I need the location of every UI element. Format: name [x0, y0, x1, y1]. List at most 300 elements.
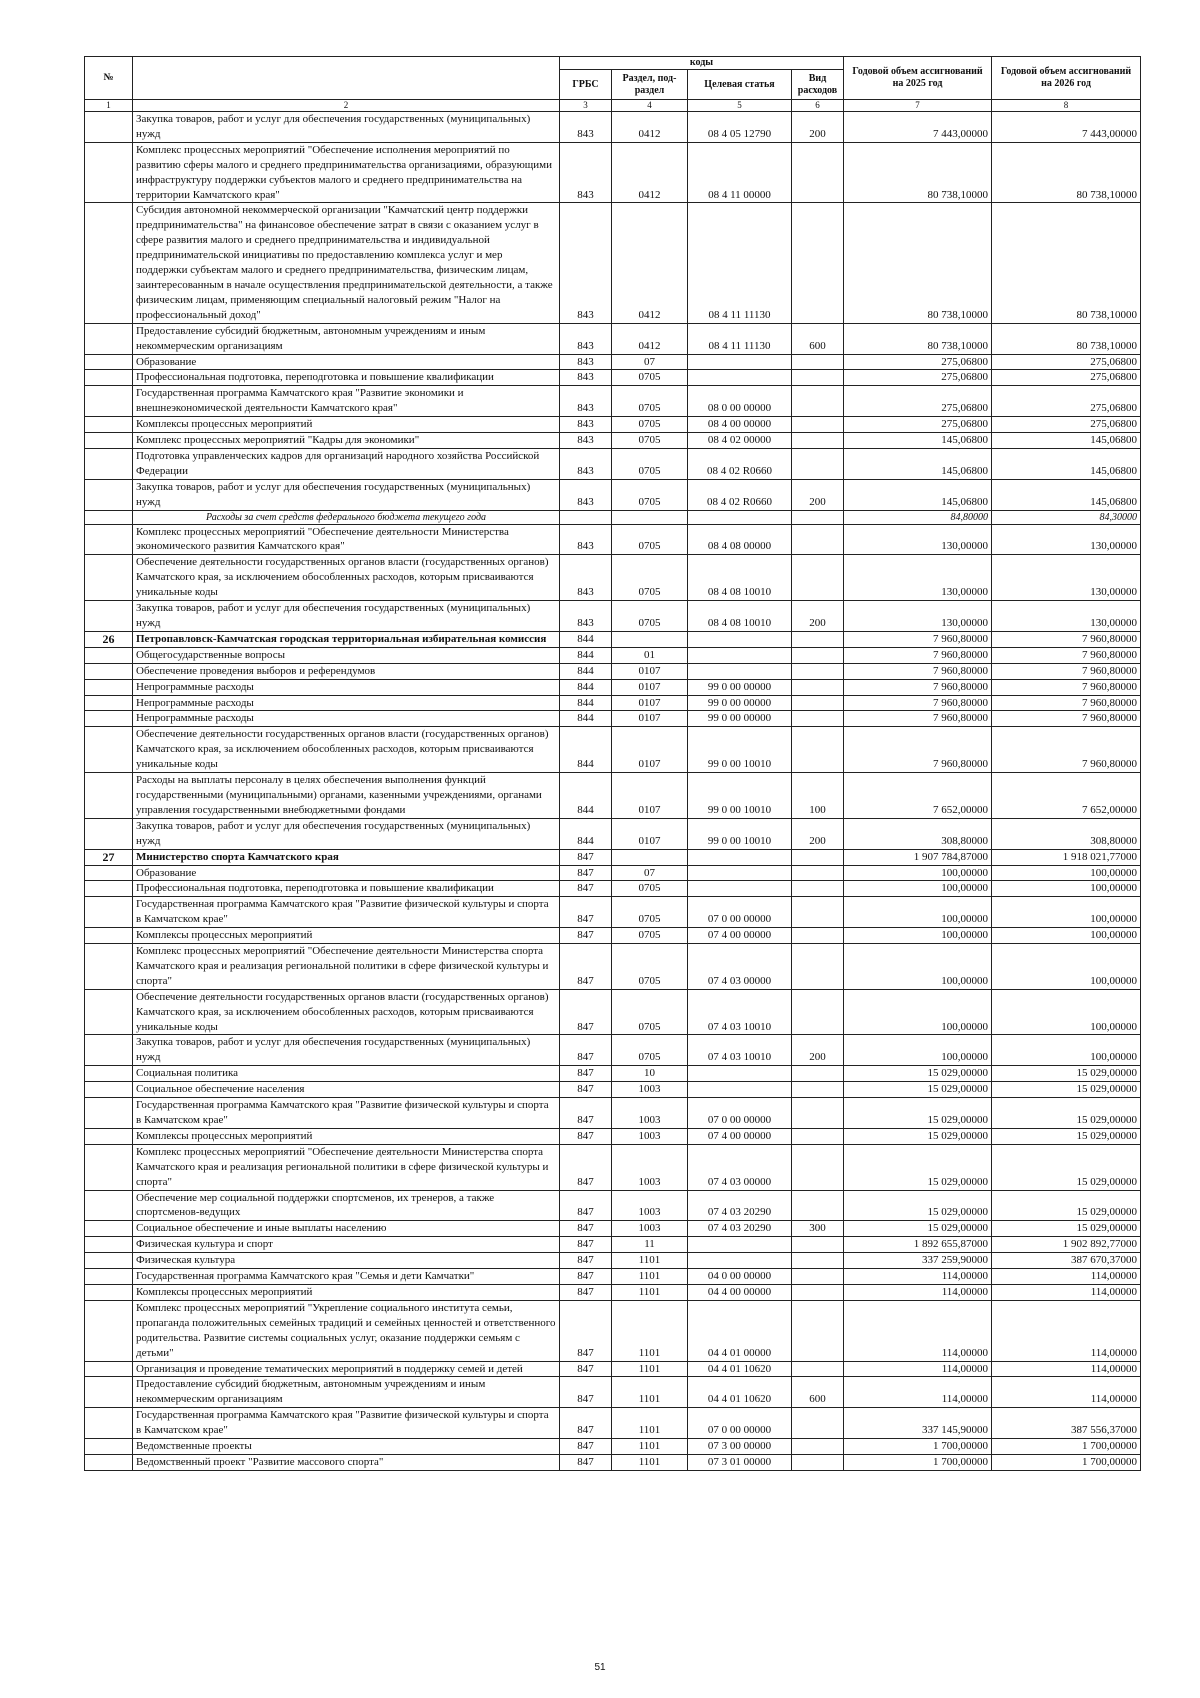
row-name: Закупка товаров, работ и услуг для обеспечения государственных (муниципальных) нужд [133, 601, 560, 632]
row-expense-type [792, 1253, 844, 1269]
row-num [85, 433, 133, 449]
row-amount-2026: 80 738,10000 [992, 142, 1141, 203]
row-grbs: 847 [560, 928, 612, 944]
row-grbs: 843 [560, 433, 612, 449]
row-name: Комплекс процессных мероприятий "Кадры для экономики" [133, 433, 560, 449]
row-num [85, 695, 133, 711]
row-amount-2025: 7 960,80000 [844, 647, 992, 663]
row-num [85, 1439, 133, 1455]
row-name: Государственная программа Камчатского края "Развитие физической культуры и спорта в Камчатском крае" [133, 897, 560, 928]
row-name: Физическая культура [133, 1253, 560, 1269]
row-num [85, 1035, 133, 1066]
row-razdel: 10 [612, 1066, 688, 1082]
row-amount-2026: 7 443,00000 [992, 112, 1141, 143]
page-number: 51 [594, 1662, 606, 1673]
row-amount-2025: 145,06800 [844, 479, 992, 510]
row-amount-2026: 15 029,00000 [992, 1128, 1141, 1144]
table-row [85, 647, 1141, 663]
row-amount-2025: 130,00000 [844, 524, 992, 555]
row-amount-2026: 100,00000 [992, 865, 1141, 881]
row-amount-2026: 114,00000 [992, 1300, 1141, 1361]
header-razdel: Раздел, под-раздел [612, 70, 688, 100]
row-amount-2025: 7 960,80000 [844, 631, 992, 647]
row-num [85, 989, 133, 1035]
row-name: Ведомственный проект "Развитие массового спорта" [133, 1454, 560, 1470]
row-razdel: 0705 [612, 433, 688, 449]
row-amount-2026: 100,00000 [992, 989, 1141, 1035]
row-grbs: 847 [560, 1454, 612, 1470]
row-num [85, 1377, 133, 1408]
row-amount-2025: 100,00000 [844, 865, 992, 881]
header-num: № [85, 57, 133, 100]
row-amount-2025: 114,00000 [844, 1300, 992, 1361]
table-row [85, 1361, 1141, 1377]
row-name: Государственная программа Камчатского края "Семья и дети Камчатки" [133, 1269, 560, 1285]
row-target-article: 08 4 08 10010 [688, 555, 792, 601]
row-amount-2025: 100,00000 [844, 897, 992, 928]
row-grbs: 844 [560, 663, 612, 679]
row-expense-type [792, 865, 844, 881]
table-row [85, 865, 1141, 881]
row-name: Непрограммные расходы [133, 711, 560, 727]
header-y2026: Годовой объем ассигнований на 2026 год [992, 57, 1141, 100]
row-target-article: 07 4 03 10010 [688, 1035, 792, 1066]
row-grbs: 847 [560, 989, 612, 1035]
row-num [85, 1237, 133, 1253]
row-grbs: 847 [560, 1408, 612, 1439]
row-name: Физическая культура и спорт [133, 1237, 560, 1253]
row-amount-2025: 15 029,00000 [844, 1221, 992, 1237]
row-target-article [688, 1253, 792, 1269]
row-name: Закупка товаров, работ и услуг для обеспечения государственных (муниципальных) нужд [133, 818, 560, 849]
table-row [85, 727, 1141, 773]
row-target-article: 08 4 00 00000 [688, 417, 792, 433]
table-row [85, 601, 1141, 632]
row-target-article: 08 4 11 00000 [688, 142, 792, 203]
row-razdel: 0705 [612, 897, 688, 928]
row-num [85, 1190, 133, 1221]
table-row [85, 711, 1141, 727]
row-grbs: 847 [560, 1300, 612, 1361]
row-expense-type: 200 [792, 479, 844, 510]
row-grbs: 847 [560, 1269, 612, 1285]
row-amount-2025: 114,00000 [844, 1377, 992, 1408]
row-grbs: 847 [560, 865, 612, 881]
row-amount-2026: 114,00000 [992, 1284, 1141, 1300]
row-target-article: 08 0 00 00000 [688, 386, 792, 417]
row-target-article [688, 631, 792, 647]
row-name: Обеспечение деятельности государственных органов власти (государственных органов) Камчатского края, за исключением обособленных расходов, которым присваиваются уникальные коды [133, 727, 560, 773]
row-amount-2026: 1 700,00000 [992, 1439, 1141, 1455]
row-expense-type [792, 647, 844, 663]
row-expense-type: 200 [792, 1035, 844, 1066]
row-expense-type: 200 [792, 601, 844, 632]
row-name: Образование [133, 354, 560, 370]
row-expense-type [792, 1439, 844, 1455]
row-amount-2025: 100,00000 [844, 989, 992, 1035]
colnum-2: 2 [133, 100, 560, 112]
table-row [85, 663, 1141, 679]
row-amount-2026: 275,06800 [992, 386, 1141, 417]
row-num [85, 555, 133, 601]
row-name: Петропавловск-Камчатская городская территориальная избирательная комиссия [133, 631, 560, 647]
row-target-article [688, 881, 792, 897]
row-grbs: 843 [560, 524, 612, 555]
row-amount-2025: 114,00000 [844, 1284, 992, 1300]
row-amount-2025: 80 738,10000 [844, 142, 992, 203]
row-expense-type: 600 [792, 323, 844, 354]
table-row [85, 112, 1141, 143]
row-expense-type [792, 555, 844, 601]
row-num [85, 1284, 133, 1300]
row-amount-2026: 275,06800 [992, 370, 1141, 386]
row-amount-2025: 114,00000 [844, 1269, 992, 1285]
row-expense-type [792, 679, 844, 695]
table-row [85, 1408, 1141, 1439]
row-expense-type [792, 1284, 844, 1300]
row-grbs: 847 [560, 1377, 612, 1408]
table-row [85, 1190, 1141, 1221]
table-row [85, 897, 1141, 928]
row-num [85, 323, 133, 354]
row-num [85, 510, 133, 524]
row-target-article: 08 4 11 11130 [688, 203, 792, 323]
row-amount-2026: 84,30000 [992, 510, 1141, 524]
row-target-article: 04 4 01 00000 [688, 1300, 792, 1361]
row-target-article: 07 4 03 10010 [688, 989, 792, 1035]
row-amount-2025: 100,00000 [844, 928, 992, 944]
row-expense-type [792, 663, 844, 679]
row-amount-2025: 7 960,80000 [844, 695, 992, 711]
row-grbs: 847 [560, 1128, 612, 1144]
table-header [85, 57, 1141, 112]
row-num [85, 1300, 133, 1361]
row-expense-type [792, 1237, 844, 1253]
row-grbs: 844 [560, 773, 612, 819]
table-row [85, 1300, 1141, 1361]
row-razdel: 0705 [612, 601, 688, 632]
row-razdel: 0412 [612, 323, 688, 354]
table-row [85, 1377, 1141, 1408]
row-amount-2025: 7 443,00000 [844, 112, 992, 143]
row-target-article: 04 4 01 10620 [688, 1361, 792, 1377]
row-grbs: 843 [560, 448, 612, 479]
table-row [85, 1066, 1141, 1082]
row-grbs: 844 [560, 727, 612, 773]
row-num [85, 142, 133, 203]
table-row [85, 510, 1141, 524]
row-num [85, 647, 133, 663]
row-razdel: 1101 [612, 1253, 688, 1269]
row-num [85, 354, 133, 370]
row-num [85, 1066, 133, 1082]
row-razdel: 1101 [612, 1300, 688, 1361]
row-grbs: 843 [560, 370, 612, 386]
row-amount-2026: 15 029,00000 [992, 1190, 1141, 1221]
row-num [85, 1269, 133, 1285]
row-name: Профессиональная подготовка, переподготовка и повышение квалификации [133, 370, 560, 386]
row-target-article: 07 4 00 00000 [688, 1128, 792, 1144]
row-grbs: 844 [560, 695, 612, 711]
row-name: Комплекс процессных мероприятий "Укрепление социального института семьи, пропаганда положительных семейных традиций и семейных ценностей и ответственного родительства. Развитие системы социальных услуг, оказание поддержки семьям с детьми" [133, 1300, 560, 1361]
row-expense-type: 600 [792, 1377, 844, 1408]
row-amount-2026: 130,00000 [992, 524, 1141, 555]
row-grbs [560, 510, 612, 524]
table-row [85, 1284, 1141, 1300]
row-name: Обеспечение проведения выборов и референдумов [133, 663, 560, 679]
row-amount-2025: 7 652,00000 [844, 773, 992, 819]
row-num [85, 1253, 133, 1269]
row-target-article [688, 1082, 792, 1098]
table-row [85, 386, 1141, 417]
row-amount-2026: 275,06800 [992, 417, 1141, 433]
row-name: Обеспечение деятельности государственных органов власти (государственных органов) Камчатского края, за исключением обособленных расходов, которым присваиваются уникальные коды [133, 555, 560, 601]
row-amount-2025: 130,00000 [844, 601, 992, 632]
row-num [85, 524, 133, 555]
row-num [85, 1082, 133, 1098]
row-razdel: 07 [612, 354, 688, 370]
row-grbs: 844 [560, 631, 612, 647]
column-numbers-row [85, 100, 1141, 112]
row-name: Министерство спорта Камчатского края [133, 849, 560, 865]
row-expense-type [792, 1066, 844, 1082]
table-row [85, 1269, 1141, 1285]
row-razdel: 0412 [612, 203, 688, 323]
table-row [85, 695, 1141, 711]
row-target-article: 07 4 03 00000 [688, 1144, 792, 1190]
row-amount-2025: 80 738,10000 [844, 323, 992, 354]
row-expense-type: 200 [792, 818, 844, 849]
row-num [85, 203, 133, 323]
row-name: Социальное обеспечение населения [133, 1082, 560, 1098]
row-grbs: 847 [560, 849, 612, 865]
row-expense-type [792, 897, 844, 928]
row-expense-type [792, 1300, 844, 1361]
row-expense-type [792, 370, 844, 386]
row-num [85, 601, 133, 632]
row-name: Комплекс процессных мероприятий "Обеспечение деятельности Министерства спорта Камчатского края и реализация региональной политики в сфере физической культуры и спорта" [133, 1144, 560, 1190]
row-expense-type [792, 881, 844, 897]
row-name: Закупка товаров, работ и услуг для обеспечения государственных (муниципальных) нужд [133, 479, 560, 510]
row-amount-2026: 387 670,37000 [992, 1253, 1141, 1269]
row-expense-type [792, 1128, 844, 1144]
row-expense-type [792, 433, 844, 449]
row-amount-2025: 80 738,10000 [844, 203, 992, 323]
row-amount-2025: 15 029,00000 [844, 1082, 992, 1098]
row-target-article: 08 4 08 10010 [688, 601, 792, 632]
table-row [85, 479, 1141, 510]
row-expense-type: 200 [792, 112, 844, 143]
row-razdel: 1101 [612, 1454, 688, 1470]
row-amount-2026: 114,00000 [992, 1269, 1141, 1285]
row-num [85, 1221, 133, 1237]
colnum-5: 5 [688, 100, 792, 112]
row-razdel: 0705 [612, 1035, 688, 1066]
row-grbs: 847 [560, 1237, 612, 1253]
row-num [85, 1098, 133, 1129]
table-row [85, 1128, 1141, 1144]
row-name: Государственная программа Камчатского края "Развитие физической культуры и спорта в Камчатском крае" [133, 1098, 560, 1129]
row-expense-type [792, 944, 844, 990]
row-grbs: 844 [560, 711, 612, 727]
table-row [85, 1144, 1141, 1190]
row-razdel: 07 [612, 865, 688, 881]
row-grbs: 847 [560, 1082, 612, 1098]
table-row [85, 555, 1141, 601]
row-target-article: 99 0 00 00000 [688, 695, 792, 711]
row-target-article: 04 4 00 00000 [688, 1284, 792, 1300]
table-row [85, 1098, 1141, 1129]
row-amount-2026: 100,00000 [992, 897, 1141, 928]
row-num [85, 1408, 133, 1439]
row-amount-2025: 114,00000 [844, 1361, 992, 1377]
table-row [85, 944, 1141, 990]
row-num [85, 386, 133, 417]
row-razdel [612, 631, 688, 647]
row-amount-2025: 15 029,00000 [844, 1098, 992, 1129]
row-razdel: 1101 [612, 1377, 688, 1408]
row-num [85, 944, 133, 990]
row-target-article: 07 0 00 00000 [688, 1098, 792, 1129]
row-razdel: 0705 [612, 881, 688, 897]
row-target-article: 99 0 00 00000 [688, 711, 792, 727]
row-expense-type [792, 1098, 844, 1129]
row-amount-2025: 275,06800 [844, 417, 992, 433]
budget-sheet [84, 56, 1140, 1471]
row-razdel: 0412 [612, 112, 688, 143]
row-expense-type [792, 1144, 844, 1190]
row-target-article: 07 3 01 00000 [688, 1454, 792, 1470]
row-target-article: 07 4 03 20290 [688, 1221, 792, 1237]
row-grbs: 847 [560, 944, 612, 990]
table-row [85, 989, 1141, 1035]
row-num [85, 663, 133, 679]
row-grbs: 847 [560, 1361, 612, 1377]
row-expense-type [792, 524, 844, 555]
table-row [85, 1439, 1141, 1455]
row-num [85, 711, 133, 727]
row-amount-2025: 7 960,80000 [844, 679, 992, 695]
table-row [85, 818, 1141, 849]
row-target-article: 07 4 03 00000 [688, 944, 792, 990]
row-razdel: 0705 [612, 479, 688, 510]
header-codes: коды [560, 57, 844, 70]
row-amount-2026: 275,06800 [992, 354, 1141, 370]
row-name: Подготовка управленческих кадров для организаций народного хозяйства Российской Федерации [133, 448, 560, 479]
row-grbs: 847 [560, 1439, 612, 1455]
row-name: Комплекс процессных мероприятий "Обеспечение деятельности Министерства спорта Камчатского края и реализация региональной политики в сфере физической культуры и спорта" [133, 944, 560, 990]
row-grbs: 847 [560, 1144, 612, 1190]
row-amount-2026: 308,80000 [992, 818, 1141, 849]
row-name: Образование [133, 865, 560, 881]
budget-table [84, 56, 1141, 1471]
row-num [85, 370, 133, 386]
row-razdel: 0705 [612, 448, 688, 479]
table-row [85, 849, 1141, 865]
row-amount-2026: 1 700,00000 [992, 1454, 1141, 1470]
row-num [85, 865, 133, 881]
row-target-article [688, 370, 792, 386]
colnum-6: 6 [792, 100, 844, 112]
row-razdel: 1003 [612, 1144, 688, 1190]
row-amount-2026: 80 738,10000 [992, 323, 1141, 354]
row-name: Комплексы процессных мероприятий [133, 1284, 560, 1300]
row-amount-2025: 15 029,00000 [844, 1190, 992, 1221]
row-amount-2026: 130,00000 [992, 601, 1141, 632]
row-razdel: 1003 [612, 1221, 688, 1237]
row-razdel: 1003 [612, 1082, 688, 1098]
row-razdel: 01 [612, 647, 688, 663]
row-amount-2026: 15 029,00000 [992, 1082, 1141, 1098]
row-amount-2025: 145,06800 [844, 448, 992, 479]
row-num [85, 679, 133, 695]
table-row [85, 1454, 1141, 1470]
row-name: Государственная программа Камчатского края "Развитие физической культуры и спорта в Камчатском крае" [133, 1408, 560, 1439]
row-amount-2025: 100,00000 [844, 1035, 992, 1066]
row-razdel: 0107 [612, 773, 688, 819]
row-razdel: 0705 [612, 370, 688, 386]
row-expense-type [792, 1361, 844, 1377]
row-grbs: 844 [560, 679, 612, 695]
row-expense-type [792, 989, 844, 1035]
row-expense-type [792, 727, 844, 773]
row-grbs: 843 [560, 479, 612, 510]
row-expense-type [792, 1082, 844, 1098]
row-target-article [688, 354, 792, 370]
row-target-article: 07 0 00 00000 [688, 1408, 792, 1439]
row-target-article: 07 4 03 20290 [688, 1190, 792, 1221]
table-row [85, 142, 1141, 203]
row-grbs: 843 [560, 386, 612, 417]
row-target-article: 07 3 00 00000 [688, 1439, 792, 1455]
row-name: Государственная программа Камчатского края "Развитие экономики и внешнеэкономической деятельности Камчатского края" [133, 386, 560, 417]
row-amount-2026: 100,00000 [992, 928, 1141, 944]
table-row [85, 433, 1141, 449]
row-expense-type [792, 142, 844, 203]
row-name: Непрограммные расходы [133, 679, 560, 695]
row-grbs: 847 [560, 897, 612, 928]
row-target-article: 08 4 05 12790 [688, 112, 792, 143]
row-amount-2026: 387 556,37000 [992, 1408, 1141, 1439]
row-num [85, 773, 133, 819]
row-name: Обеспечение деятельности государственных органов власти (государственных органов) Камчатского края, за исключением обособленных расходов, которым присваиваются уникальные коды [133, 989, 560, 1035]
row-grbs: 847 [560, 1221, 612, 1237]
row-amount-2026: 145,06800 [992, 433, 1141, 449]
row-amount-2025: 15 029,00000 [844, 1128, 992, 1144]
header-y2025: Годовой объем ассигнований на 2025 год [844, 57, 992, 100]
row-amount-2026: 7 960,80000 [992, 663, 1141, 679]
row-target-article: 08 4 08 00000 [688, 524, 792, 555]
colnum-7: 7 [844, 100, 992, 112]
row-amount-2026: 1 902 892,77000 [992, 1237, 1141, 1253]
row-name: Организация и проведение тематических мероприятий в поддержку семей и детей [133, 1361, 560, 1377]
row-name: Социальная политика [133, 1066, 560, 1082]
row-target-article: 08 4 11 11130 [688, 323, 792, 354]
row-amount-2026: 80 738,10000 [992, 203, 1141, 323]
row-razdel: 1003 [612, 1098, 688, 1129]
row-razdel: 1101 [612, 1361, 688, 1377]
row-grbs: 847 [560, 1253, 612, 1269]
row-amount-2026: 114,00000 [992, 1361, 1141, 1377]
colnum-3: 3 [560, 100, 612, 112]
row-razdel: 1003 [612, 1190, 688, 1221]
row-razdel: 0107 [612, 695, 688, 711]
row-razdel: 0705 [612, 417, 688, 433]
row-num [85, 897, 133, 928]
row-name: Профессиональная подготовка, переподготовка и повышение квалификации [133, 881, 560, 897]
row-expense-type: 300 [792, 1221, 844, 1237]
row-target-article [688, 865, 792, 881]
